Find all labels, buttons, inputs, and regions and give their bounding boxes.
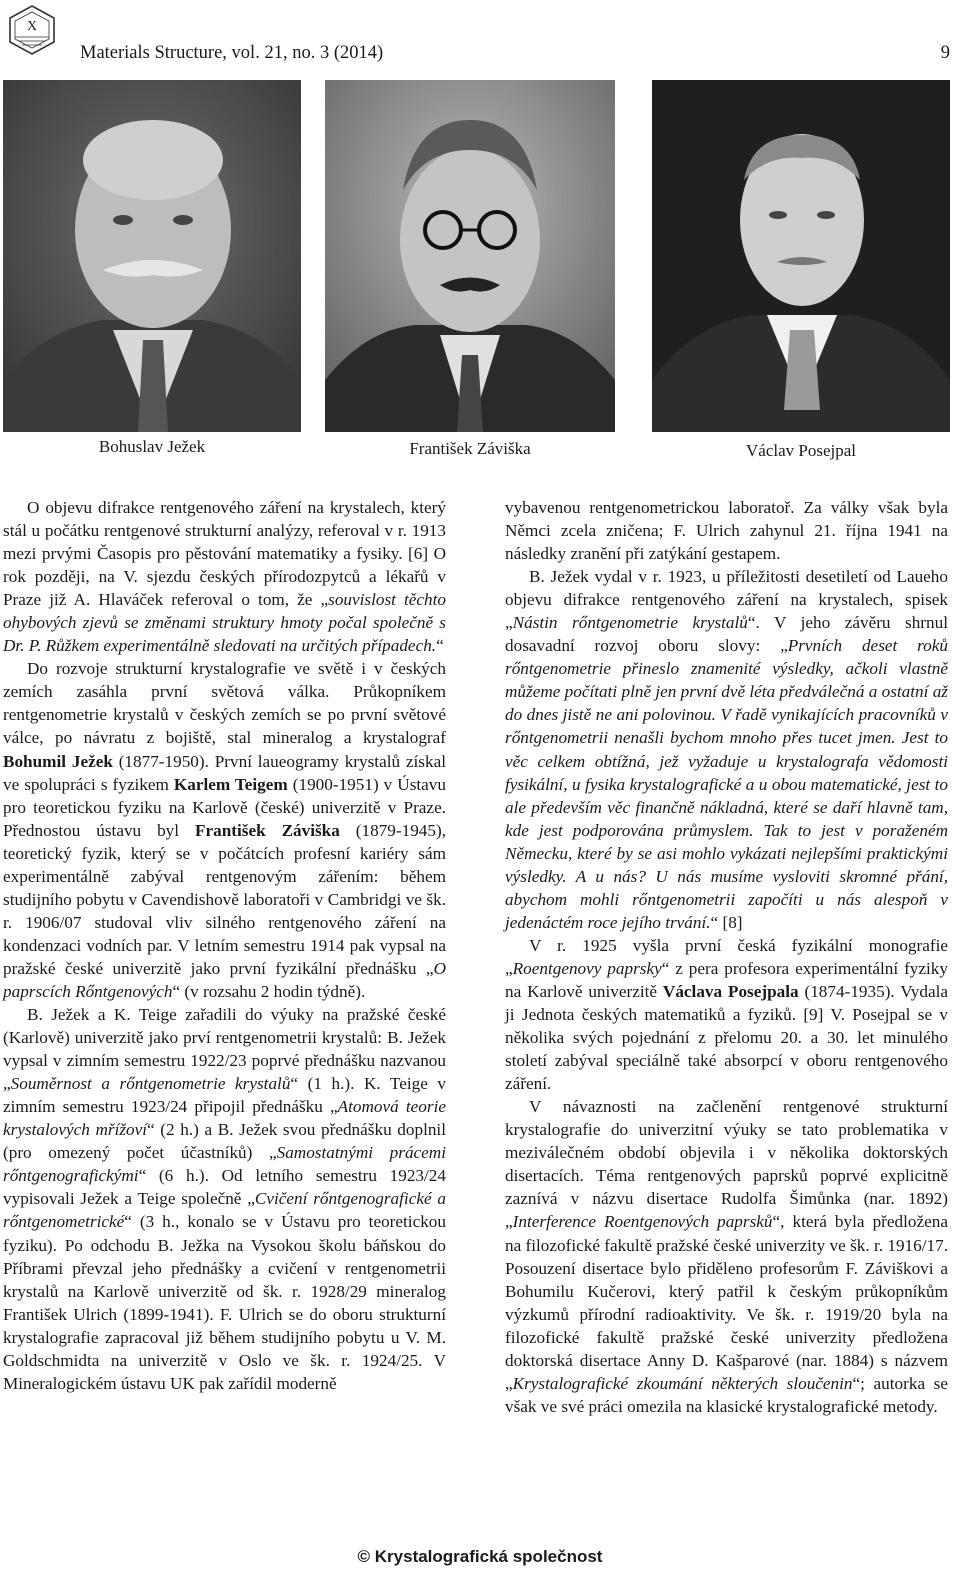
page-footer: © Krystalografická společnost xyxy=(357,1547,603,1566)
paragraph: B. Ježek a K. Teige zařadili do výuky na pražské české (Karlově) univerzitě jako prví rentgenometrii krystalů: B. Ježek vypsal v zimním semestru 1922/23 poprvé přednášku nazvanou „Souměrnost a rőntgenometrie krystalů“ (1 h.). K. Teige v zimním semestru 1923/24 připojil přednášku „Atomová teorie krystalových mřížoví“ (2 h.) a B. Ježek svou přednášku doplnil (pro omezený počet účastníků) „Samostatnými prácemi rőntgenografickými“ (6 h.). Od letního semestru 1923/24 vypisovali Ježek a Teige společně „Cvičení rőntgenografické a rőntgenometrické“ (3 h., konalo se v Ústavu pro teoretickou fyziku). Po odchodu B. Ježka na Vysokou školu báňskou do Příbrami převzal jeho přednášky a cvičení v rentgenometrii krystalů na Karlově univerzitě od šk. r. 1928/29 mineralog František Ulrich (1899-1941). F. Ulrich se do oboru strukturní krystalografie zapracoval již během studijního pobytu u V. M. Goldschmidta na univerzitě v Oslo ve šk. r. 1924/25. V Mineralogickém ústavu UK pak zařídil moderně xyxy=(3,1005,446,1393)
paragraph: V r. 1925 vyšla první česká fyzikální monografie „Roentgenovy paprsky“ z pera profesora experimentální fyziky na Karlově univerzitě Václava Posejpala (1874-1935). Vydala ji Jednota českých matematiků a fyziků. [9] V. Posejpal se v několika svých pojednání z přelomu 20. a 30. let minulého století zabýval speciálně také absorpcí v oboru rentgenového záření. xyxy=(505,935,948,1094)
journal-title: Materials Structure, vol. 21, no. 3 (2014) xyxy=(80,43,384,63)
paragraph: O objevu difrakce rentgenového záření na krystalech, který stál u počátku rentgenové strukturní analýzy, referoval v r. 1913 mezi prvými Časopis pro pěstování matematiky a fysiky. [6] O rok později, na V. sjezdu českých přírodozpytců a lékařů v Praze již A. Hlaváček referoval o tom, že „souvislost těchto ohybových zjevů se změnami struktury hmoty počal společně s Dr. P. Růžkem experimentálně sledovati na určitých případech.“ xyxy=(3,498,446,656)
paragraph: B. Ježek vydal v r. 1923, u příležitosti desetiletí od Laueho objevu difrakce rentgenového záření na krystalech, spisek „Nástin rőntgenometrie krystalů“. V jeho závěru shrnul dosavadní rozvoj oboru slovy: „Prvních deset roků rőntgenometrie přineslo znamenité výsledky, ačkoli vlastně můžeme počítati plně jen první dvě léta předválečná a ostatní až do dnes jistě ne ani polovinou. V řadě vynikajících pracovníků v rőntgenometrii nenašli bychom mnoho přes tucet jmen. Jest to věc celkem obtížná, jež vyžaduje u krystalografa vědomosti fysikální, u fysika krystalografické a u obou matematické, jest to ale především věc finančně nákladná, které se daří hlavně tam, kde jest podporována průmyslem. Tak to jest v poraženém Německu, které by se asi mohlo vykázati nejlepšími praktickými výsledky. A u nás? U nás musíme vysloviti skromné přání, abychom mohli rőntgenometrii započíti u nás alespoň v jedenáctém roce jejího trvání.“ [8] xyxy=(505,567,948,932)
text-column-right xyxy=(505,496,948,1418)
portrait-photo-jezek xyxy=(3,80,301,432)
portrait-photo-zaviska xyxy=(325,80,615,432)
text-column-left xyxy=(3,496,446,1395)
paragraph: V návaznosti na začlenění rentgenové strukturní krystalografie do univerzitní výuky se tato problematika v meziválečném období objevila i v několika doktorských disertacích. Téma rentgenových paprsků poprvé explicitně zaznívá v názvu disertace Rudolfa Šimůnka (nar. 1892) „Interference Roentgenových paprsků“, která byla předložena na filozofické fakultě pražské české univerzity ve šk. r. 1916/17. Posouzení disertace bylo přiděleno profesorům F. Záviškovi a Bohumilu Kučerovi, který patřil k českým průkopníkům výzkumů přírodní radioaktivity. Ve šk. r. 1919/20 byla na filozofické fakultě pražské české univerzity předložena doktorská disertace Anny D. Kašparové (nar. 1884) s názvem „Krystalografické zkoumání některých sloučenin“; autorka se však ve své práci omezila na klasické krystalografické metody. xyxy=(505,1097,948,1416)
running-head xyxy=(80,40,950,66)
paragraph: vybavenou rentgenometrickou laboratoř. Za války však byla Němci zcela zničena; F. Ulrich zahynul 21. října 1941 na následky zranění při zatýkání gestapem. xyxy=(505,498,948,564)
photo-caption: František Záviška xyxy=(409,439,531,458)
page-number: 9 xyxy=(940,43,950,63)
society-logo xyxy=(6,4,58,56)
logo-letter: X xyxy=(26,19,38,34)
portrait-photo-posejpal xyxy=(652,80,950,432)
photo-caption: Václav Posejpal xyxy=(746,441,856,460)
photo-caption: Bohuslav Ježek xyxy=(98,437,206,456)
paragraph: Do rozvoje strukturní krystalografie ve světě i v českých zemích zasáhla první světová válka. Průkopníkem rentgenometrie krystalů v českých zemích se po první světové válce, po návratu z bojiště, stal mineralog a krystalograf Bohumil Ježek (1877-1950). První laueogramy krystalů získal ve spolupráci s fyzikem Karlem Teigem (1900-1951) v Ústavu pro teoretickou fyziku na Karlově (české) univerzitě v Praze. Přednostou ústavu byl František Záviška (1879-1945), teoretický fyzik, který se v počátcích profesní kariéry sám experimentálně zabýval rentgenovým zářením: během studijního pobytu v Cavendishově laboratoři v Cambridgi ve šk. r. 1906/07 studoval vliv silného rentgenového záření na kondenzaci vodních par. V letním semestru 1914 pak vypsal na pražské české univerzitě jako první fyzikální přednášku „O paprscích Rőntgenových“ (v rozsahu 2 hodin týdně). xyxy=(3,659,446,1001)
